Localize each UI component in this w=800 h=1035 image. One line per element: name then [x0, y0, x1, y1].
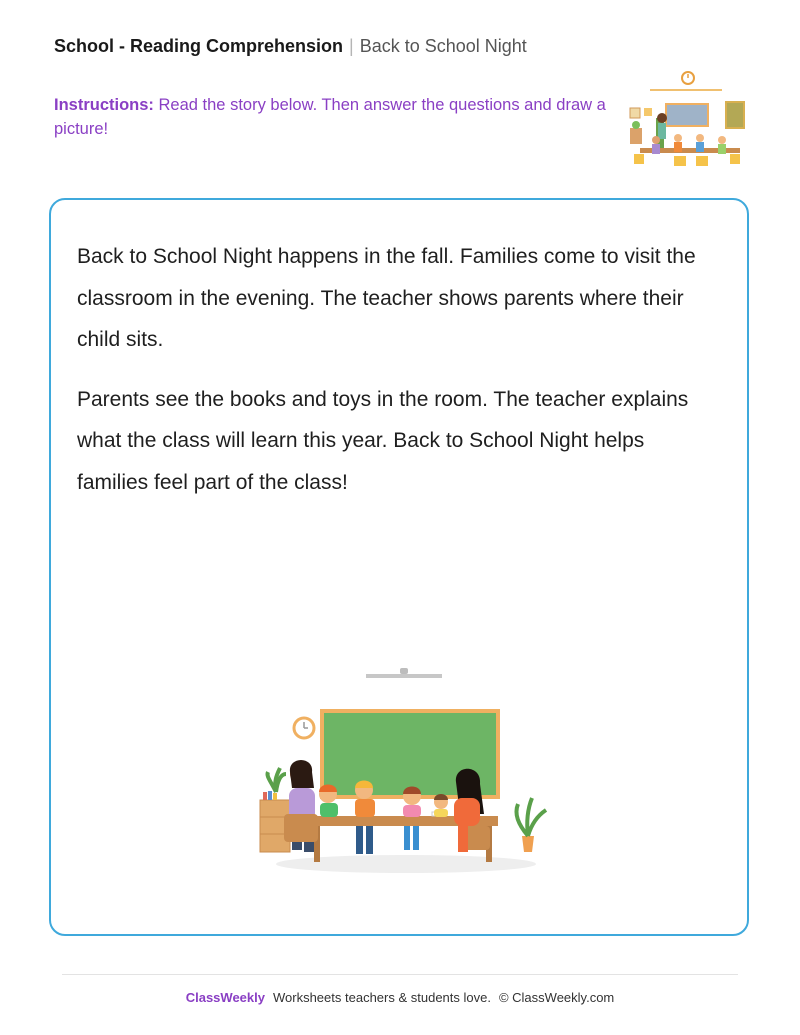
instructions-label: Instructions: — [54, 96, 154, 114]
instructions-text: Read the story below. Then answer the questions and draw a picture! — [54, 96, 606, 138]
story-paragraph-1: Back to School Night happens in the fall. Families come to visit the classroom in the evening. The teacher shows parents where their child sits. — [77, 245, 696, 351]
footer — [0, 990, 800, 1005]
page-title: School - Reading Comprehension — [54, 36, 344, 56]
footer-copyright: © ClassWeekly.com — [498, 990, 615, 1005]
instructions — [54, 93, 614, 141]
title-separator: | — [349, 36, 354, 56]
footer-brand: ClassWeekly — [185, 990, 265, 1005]
page-subtitle: Back to School Night — [359, 36, 527, 56]
page-header — [54, 36, 527, 57]
footer-tagline: Worksheets teachers & students love. — [272, 990, 491, 1005]
story-text — [77, 236, 697, 521]
footer-divider — [62, 974, 738, 975]
classroom-scene-illustration-icon — [256, 664, 556, 884]
story-paragraph-2: Parents see the books and toys in the room. The teacher explains what the class will learn this year. Back to School Night helps families feel part of the class! — [77, 387, 689, 494]
classroom-thumbnail-icon — [626, 68, 754, 180]
